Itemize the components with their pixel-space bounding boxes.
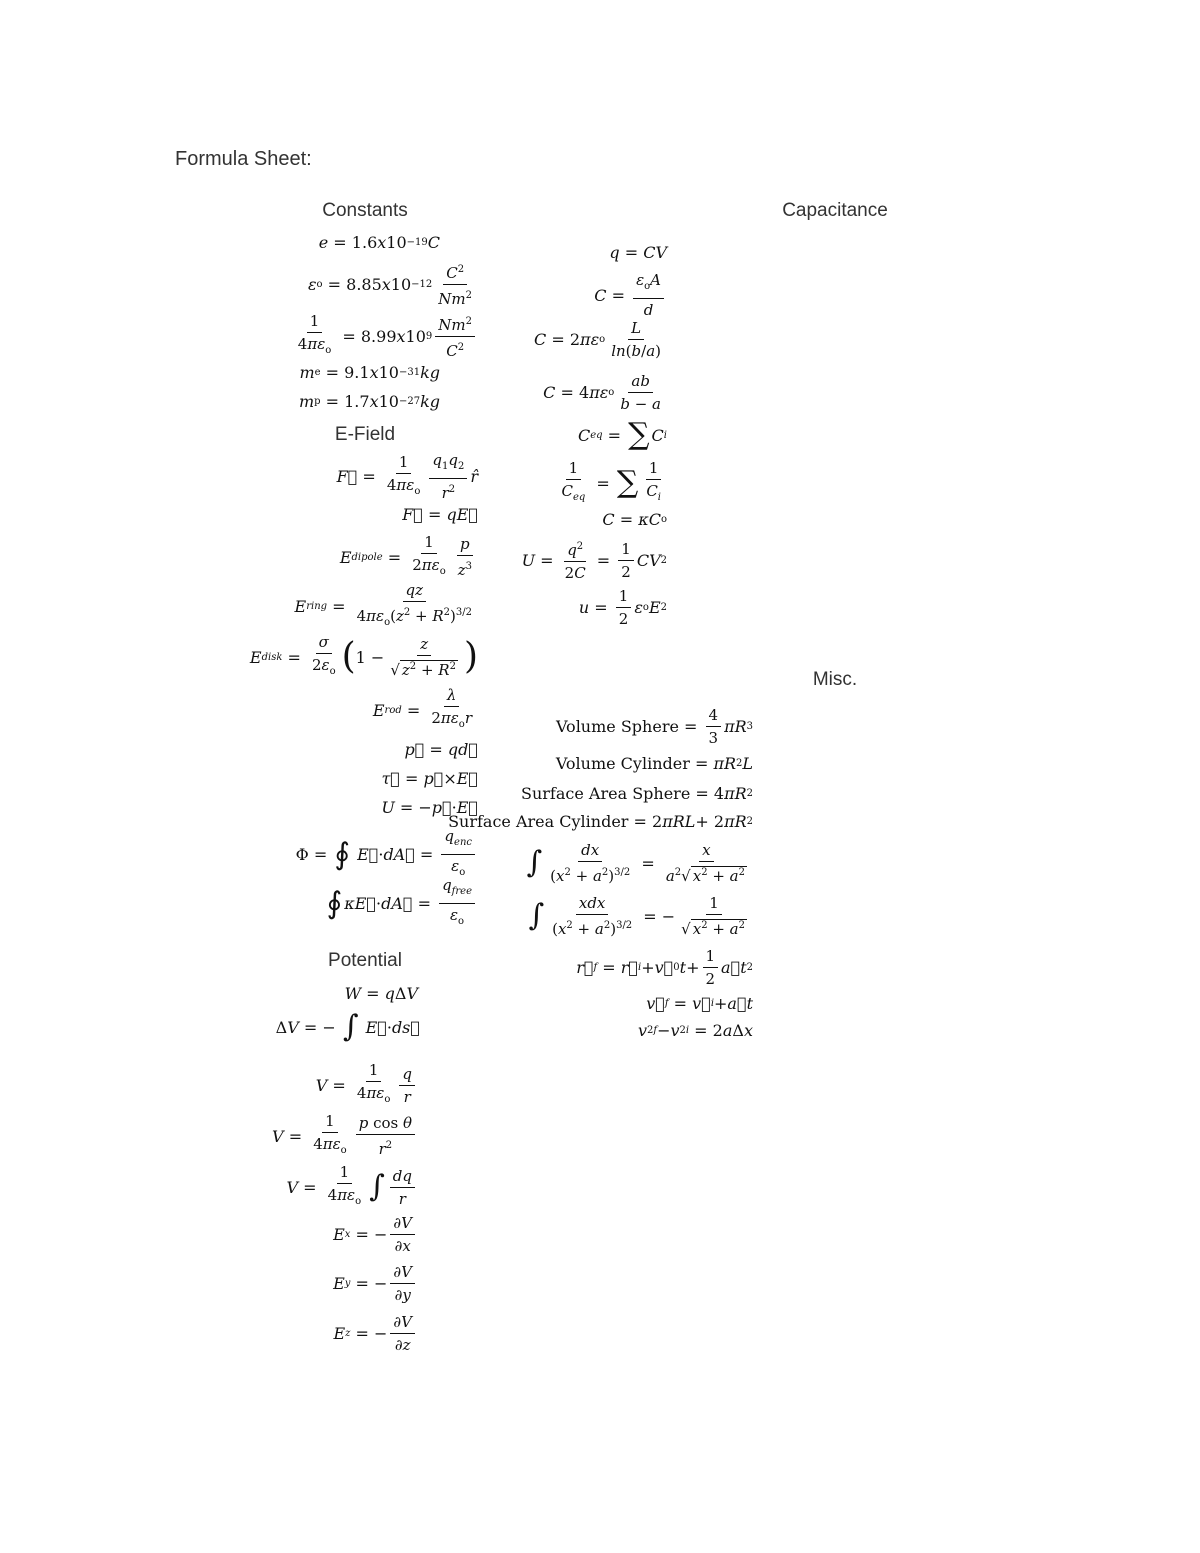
equation-continuous-potential: V = $\frac{1}{4\pi\varepsilon_o}$ ∫ $\frac{dq}{r}$ bbox=[287, 1162, 419, 1212]
heading-misc: Misc. bbox=[812, 669, 858, 690]
equation-point-potential: V = $\frac{1}{4\pi\varepsilon_o}$ $\frac{q}{r}$ bbox=[316, 1060, 418, 1110]
equation-electron-charge: e = 1.6 x 10 −19 C bbox=[318, 233, 440, 252]
equation-ey-gradient: E y = − $\frac{\partial V}{\partial y}$ bbox=[333, 1262, 418, 1305]
equation-proton-mass: m p = 1.7 x 10 −27 kg bbox=[298, 392, 440, 411]
equation-potential-difference: Δ V = − ∫ E⃗ · ds⃗ bbox=[275, 1009, 420, 1044]
equation-velocity-squared: v 2 f − v 2 i = 2 a Δ x bbox=[637, 1021, 753, 1040]
equation-integral-one: ∫ $\frac{dx}{(x^2 + a^2)^{3/2}}$ = $\frac{x}{a^2√ x^2 + a^2}$ bbox=[526, 841, 745, 885]
equation-charge-capacitance: q = CV bbox=[609, 243, 667, 262]
equation-dipole-potential: V = $\frac{1}{4\pi\varepsilon_o}$ $\frac{\text{p cos θ}}{r^2}$ bbox=[272, 1111, 418, 1161]
equation-surface-area-sphere: Surface Area Sphere = 4 π R 2 bbox=[521, 784, 753, 803]
equation-velocity-kinematics: v⃗ f = v⃗ i + a⃗t bbox=[646, 994, 753, 1013]
equation-dipole-energy: U = − p⃗ · E⃗ bbox=[381, 798, 478, 817]
equation-rod-field: E rod = $\frac{\lambda}{2\pi\varepsilon_or}$ bbox=[372, 686, 472, 730]
volume-sphere-label: Volume Sphere bbox=[555, 717, 679, 736]
surface-area-cylinder-label: Surface Area Cylinder bbox=[448, 812, 629, 831]
equation-ring-field: E ring = $\frac{qz}{4\pi\varepsilon_o(z^2 + R^2)^{3/2}}$ bbox=[294, 581, 472, 628]
heading-constants: Constants bbox=[322, 200, 408, 221]
equation-parallel-capacitors: C eq = ∑ C i bbox=[577, 417, 667, 452]
equation-gauss-law: Φ = ∮ E⃗ · dA⃗ = $\frac{q_{enc}}{\varepsilon_o}$ bbox=[296, 826, 478, 883]
heading-potential: Potential bbox=[328, 950, 402, 971]
surface-area-sphere-label: Surface Area Sphere bbox=[521, 784, 691, 803]
equation-dipole-moment: p⃗ = qd⃗ bbox=[404, 740, 478, 759]
equation-dipole-field: E dipole = $\frac{1}{2\pi\varepsilon_o}$ $\frac{p}{z^3}$ bbox=[339, 533, 472, 579]
equation-volume-cylinder: Volume Cylinder = π R 2 L bbox=[555, 754, 753, 773]
equation-ez-gradient: E z = − $\frac{\partial V}{\partial z}$ bbox=[333, 1312, 418, 1355]
volume-cylinder-label: Volume Cylinder bbox=[555, 754, 690, 773]
equation-surface-area-cylinder: Surface Area Cylinder = 2 π RL + 2 π R 2 bbox=[448, 812, 753, 831]
heading-efield: E-Field bbox=[334, 424, 396, 445]
page-title: Formula Sheet: bbox=[175, 148, 312, 170]
equation-disk-field: E disk = $\frac{\sigma}{2\varepsilon_o}$ ( 1 − $\frac{z}{√ z^2 + R^2}$ ) bbox=[249, 633, 478, 679]
equation-force-field: F⃗ = qE⃗ bbox=[402, 505, 478, 524]
equation-volume-sphere: Volume Sphere = $\frac{4}{3}$ π R 3 bbox=[555, 706, 753, 747]
equation-parallel-plate: C = $\frac{\varepsilon_oA}{d}$ bbox=[594, 270, 667, 320]
equation-work: W = q Δ V bbox=[344, 984, 418, 1003]
equation-coulomb-force: F⃗ = $\frac{1}{4\pi\varepsilon_o}$ $\frac{q_1q_2}{r^2}$ r̂ bbox=[336, 451, 478, 502]
equation-electron-mass: m e = 9.1 x 10 −31 kg bbox=[299, 363, 440, 382]
equation-torque: τ⃗ = p⃗ × E⃗ bbox=[381, 769, 478, 788]
equation-integral-two: ∫ $\frac{\text{xdx}}{(x^2 + a^2)^{3/2}}$ = − $\frac{1}{√ x^2 + a^2}$ bbox=[528, 894, 745, 938]
equation-ex-gradient: E x = − $\frac{\partial V}{\partial x}$ bbox=[333, 1213, 418, 1256]
equation-energy-density: u = $\frac{1}{2}$ ε o E 2 bbox=[578, 587, 667, 628]
equation-coulomb-constant: $\frac{1}{4\pi\varepsilon_o}$ = 8.99 x 10 9 $\frac{Nm^2}{C^2}$ bbox=[292, 311, 478, 361]
equation-series-capacitors: $\frac{1}{C_{eq}}$ = ∑ $\frac{1}{C_i}$ bbox=[561, 459, 661, 503]
equation-permittivity: ε o = 8.85 x 10 −12 $\frac{C^2}{Nm^2}$ bbox=[308, 260, 478, 309]
equation-position-kinematics: r⃗ f = r⃗ i + v⃗ 0 t + $\frac{1}{2}$ a⃗t 2 bbox=[576, 947, 753, 988]
equation-spherical-capacitor: C = 4 π ε o $\frac{ab}{b - a}$ bbox=[543, 372, 661, 413]
heading-capacitance: Capacitance bbox=[782, 200, 888, 221]
equation-gauss-dielectric: ∮ κE⃗ · dA⃗ = $\frac{q_{free}}{\varepsilon_o}$ bbox=[325, 875, 478, 932]
equation-cylindrical-capacitor: C = 2 π ε o $\frac{L}{\ln(b/a)}$ bbox=[534, 319, 661, 360]
equation-capacitor-energy: U = $\frac{q^2}{2C}$ = $\frac{1}{2}$ CV 2 bbox=[522, 537, 667, 583]
equation-dielectric-capacitance: C = κC o bbox=[602, 510, 667, 529]
